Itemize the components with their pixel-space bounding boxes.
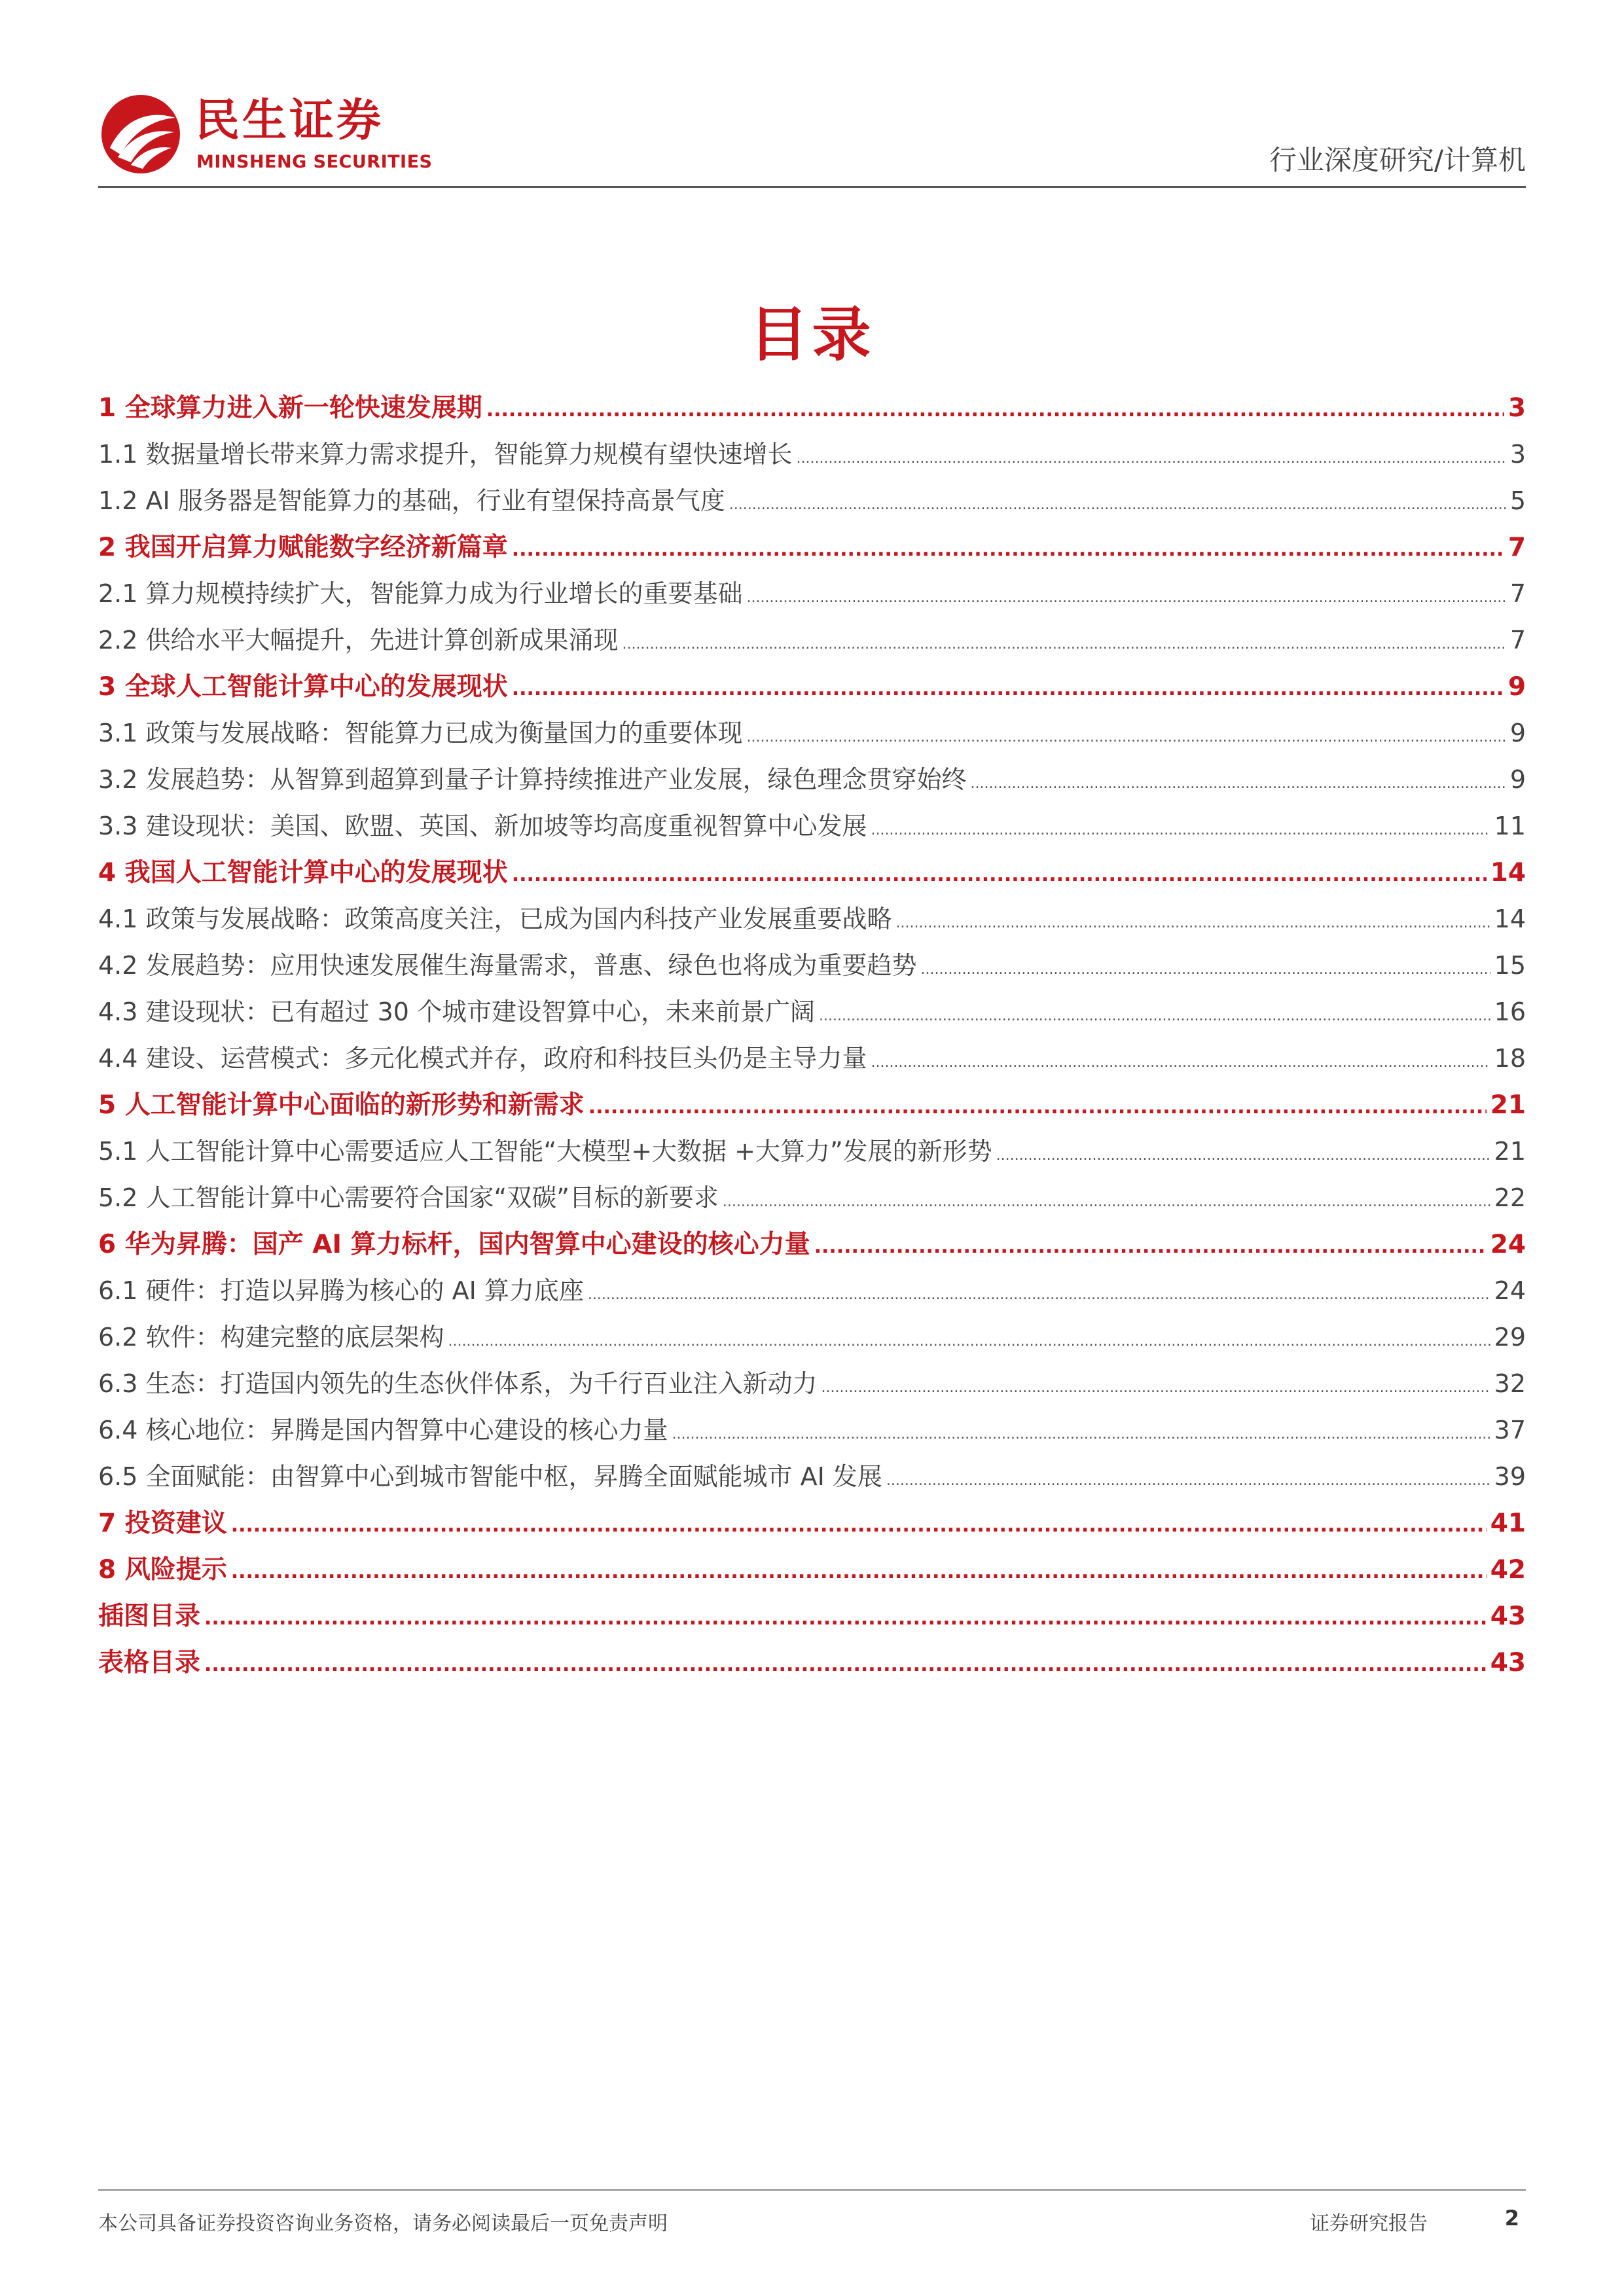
toc-section-entry[interactable]	[98, 666, 1526, 713]
toc-entry-page: 7	[1509, 626, 1526, 655]
toc-subsection-entry[interactable]	[98, 1131, 1526, 1177]
toc-entry-label: 4.1 政策与发展战略：政策高度关注，已成为国内科技产业发展重要战略	[98, 905, 892, 933]
toc-dot-leader	[588, 1096, 1487, 1119]
toc-entry-page: 29	[1494, 1323, 1526, 1352]
toc-entry-page: 37	[1494, 1416, 1526, 1444]
toc-entry-page: 43	[1490, 1602, 1526, 1631]
toc-dot-leader	[896, 915, 1490, 931]
toc-entry-label: 4.3 建设现状：已有超过 30 个城市建设智算中心，未来前景广阔	[98, 997, 816, 1026]
toc-entry-label: 3.1 政策与发展战略：智能算力已成为衡量国力的重要体现	[98, 719, 743, 747]
toc-entry-label: 5.1 人工智能计算中心需要适应人工智能“大模型+大数据 +大算力”发展的新形势	[98, 1137, 992, 1166]
toc-entry-page: 18	[1494, 1044, 1526, 1073]
toc-dot-leader	[512, 863, 1487, 886]
toc-dot-leader	[231, 1560, 1487, 1583]
toc-subsection-entry[interactable]	[98, 1270, 1526, 1317]
toc-dot-leader	[814, 1235, 1487, 1258]
toc-entry-label: 5 人工智能计算中心面临的新形势和新需求	[98, 1090, 585, 1120]
toc-dot-leader	[871, 1054, 1490, 1071]
toc-entry-label: 5.2 人工智能计算中心需要符合国家“双碳”目标的新要求	[98, 1183, 719, 1212]
toc-entry-page: 42	[1490, 1555, 1526, 1585]
toc-entry-label: 表格目录	[98, 1648, 201, 1677]
toc-entry-page: 15	[1494, 951, 1526, 980]
toc-dot-leader	[886, 1473, 1490, 1489]
toc-section-entry[interactable]	[98, 1596, 1526, 1642]
toc-section-entry[interactable]	[98, 527, 1526, 573]
toc-subsection-entry[interactable]	[98, 1456, 1526, 1503]
toc-dot-leader	[486, 399, 1504, 422]
toc-dot-leader	[231, 1514, 1487, 1537]
logo-chinese-name: 民生证券	[195, 95, 384, 147]
toc-entry-page: 43	[1490, 1648, 1526, 1677]
logo-english-name: MINSHENG SECURITIES	[196, 152, 433, 172]
toc-entry-label: 3.3 建设现状：美国、欧盟、英国、新加坡等均高度重视智算中心发展	[98, 812, 867, 840]
toc-entry-label: 4.2 发展趋势：应用快速发展催生海量需求，普惠、绿色也将成为重要趋势	[98, 951, 917, 980]
toc-dot-leader	[747, 729, 1506, 745]
table-of-contents	[98, 387, 1526, 1689]
company-logo	[98, 92, 433, 183]
toc-dot-leader	[512, 538, 1504, 561]
toc-entry-label: 6.2 软件：构建完整的底层架构	[98, 1323, 444, 1352]
toc-dot-leader	[747, 590, 1506, 606]
toc-dot-leader	[819, 1008, 1490, 1024]
toc-entry-page: 24	[1490, 1230, 1526, 1259]
toc-entry-label: 2.1 算力规模持续扩大，智能算力成为行业增长的重要基础	[98, 579, 743, 608]
toc-entry-label: 1.1 数据量增长带来算力需求提升，智能算力规模有望快速增长	[98, 440, 793, 469]
toc-entry-page: 14	[1494, 905, 1526, 933]
toc-subsection-entry[interactable]	[98, 1317, 1526, 1363]
toc-section-entry[interactable]	[98, 1085, 1526, 1131]
toc-section-entry[interactable]	[98, 1503, 1526, 1549]
toc-entry-label: 插图目录	[98, 1602, 201, 1631]
toc-entry-label: 6.3 生态：打造国内领先的生态伙伴体系，为千行百业注入新动力	[98, 1369, 818, 1398]
toc-entry-page: 41	[1490, 1509, 1526, 1538]
toc-entry-label: 3.2 发展趋势：从智算到超算到量子计算持续推进产业发展，绿色理念贯穿始终	[98, 765, 967, 794]
toc-subsection-entry[interactable]	[98, 945, 1526, 992]
toc-entry-label: 7 投资建议	[98, 1509, 227, 1538]
toc-entry-page: 22	[1494, 1183, 1526, 1212]
toc-subsection-entry[interactable]	[98, 713, 1526, 759]
toc-dot-leader	[821, 1380, 1490, 1396]
toc-dot-leader	[723, 1194, 1490, 1210]
toc-entry-label: 4.4 建设、运营模式：多元化模式并存，政府和科技巨头仍是主导力量	[98, 1044, 867, 1073]
toc-dot-leader	[797, 450, 1506, 467]
toc-entry-page: 5	[1509, 486, 1526, 515]
toc-dot-leader	[448, 1333, 1490, 1350]
footer-divider	[98, 2189, 1526, 2191]
toc-entry-label: 6.1 硬件：打造以昇腾为核心的 AI 算力底座	[98, 1276, 584, 1305]
toc-dot-leader	[996, 1147, 1490, 1164]
toc-subsection-entry[interactable]	[98, 759, 1526, 806]
toc-entry-page: 39	[1494, 1462, 1526, 1491]
toc-entry-page: 7	[1509, 579, 1526, 608]
toc-entry-label: 6.4 核心地位：昇腾是国内智算中心建设的核心力量	[98, 1416, 668, 1444]
report-category: 行业深度研究/计算机	[1269, 144, 1526, 176]
toc-entry-label: 2 我国开启算力赋能数字经济新篇章	[98, 533, 508, 562]
toc-entry-page: 21	[1490, 1090, 1526, 1120]
toc-entry-label: 6 华为昇腾：国产 AI 算力标杆，国内智算中心建设的核心力量	[98, 1230, 810, 1259]
toc-subsection-entry[interactable]	[98, 1410, 1526, 1456]
toc-entry-label: 1 全球算力进入新一轮快速发展期	[98, 393, 482, 423]
toc-entry-label: 6.5 全面赋能：由智算中心到城市智能中枢，昇腾全面赋能城市 AI 发展	[98, 1462, 882, 1491]
toc-subsection-entry[interactable]	[98, 992, 1526, 1038]
toc-dot-leader	[971, 776, 1506, 792]
toc-section-entry[interactable]	[98, 852, 1526, 899]
toc-subsection-entry[interactable]	[98, 1038, 1526, 1085]
toc-entry-label: 3 全球人工智能计算中心的发展现状	[98, 672, 508, 702]
toc-subsection-entry[interactable]	[98, 1363, 1526, 1410]
toc-section-entry[interactable]	[98, 1549, 1526, 1596]
toc-section-entry[interactable]	[98, 387, 1526, 434]
toc-subsection-entry[interactable]	[98, 620, 1526, 666]
page-title: 目录	[749, 300, 875, 369]
toc-entry-page: 7	[1507, 533, 1526, 562]
toc-entry-page: 11	[1494, 812, 1526, 840]
toc-entry-page: 3	[1507, 393, 1526, 423]
minsheng-logo-icon	[98, 92, 183, 177]
toc-dot-leader	[512, 677, 1504, 700]
toc-dot-leader	[871, 822, 1490, 838]
toc-subsection-entry[interactable]	[98, 899, 1526, 945]
toc-section-entry[interactable]	[98, 1642, 1526, 1689]
toc-subsection-entry[interactable]	[98, 573, 1526, 620]
toc-subsection-entry[interactable]	[98, 806, 1526, 852]
toc-entry-page: 16	[1494, 997, 1526, 1026]
toc-entry-label: 1.2 AI 服务器是智能算力的基础，行业有望保持高景气度	[98, 486, 725, 515]
toc-dot-leader	[672, 1426, 1490, 1443]
toc-entry-label: 8 风险提示	[98, 1555, 227, 1585]
toc-entry-label: 4 我国人工智能计算中心的发展现状	[98, 858, 508, 888]
page-number: 2	[1504, 2206, 1519, 2231]
toc-dot-leader	[921, 961, 1490, 978]
toc-subsection-entry[interactable]	[98, 480, 1526, 527]
toc-entry-page: 21	[1494, 1137, 1526, 1166]
toc-dot-leader	[204, 1607, 1487, 1630]
toc-entry-label: 2.2 供给水平大幅提升，先进计算创新成果涌现	[98, 626, 619, 655]
toc-dot-leader	[588, 1287, 1490, 1303]
toc-entry-page: 24	[1494, 1276, 1526, 1305]
footer-report-type: 证券研究报告	[1310, 2212, 1428, 2235]
toc-dot-leader	[623, 636, 1506, 653]
header-divider	[98, 186, 1526, 188]
toc-dot-leader	[204, 1653, 1487, 1676]
toc-entry-page: 9	[1509, 765, 1526, 794]
toc-entry-page: 14	[1490, 858, 1526, 888]
toc-section-entry[interactable]	[98, 1224, 1526, 1270]
toc-entry-page: 9	[1507, 672, 1526, 702]
footer-disclaimer: 本公司具备证券投资咨询业务资格，请务必阅读最后一页免责声明	[98, 2212, 668, 2235]
toc-entry-page: 9	[1509, 719, 1526, 747]
toc-dot-leader	[729, 497, 1506, 513]
toc-entry-page: 32	[1494, 1369, 1526, 1398]
toc-subsection-entry[interactable]	[98, 434, 1526, 480]
toc-subsection-entry[interactable]	[98, 1177, 1526, 1224]
toc-entry-page: 3	[1509, 440, 1526, 469]
